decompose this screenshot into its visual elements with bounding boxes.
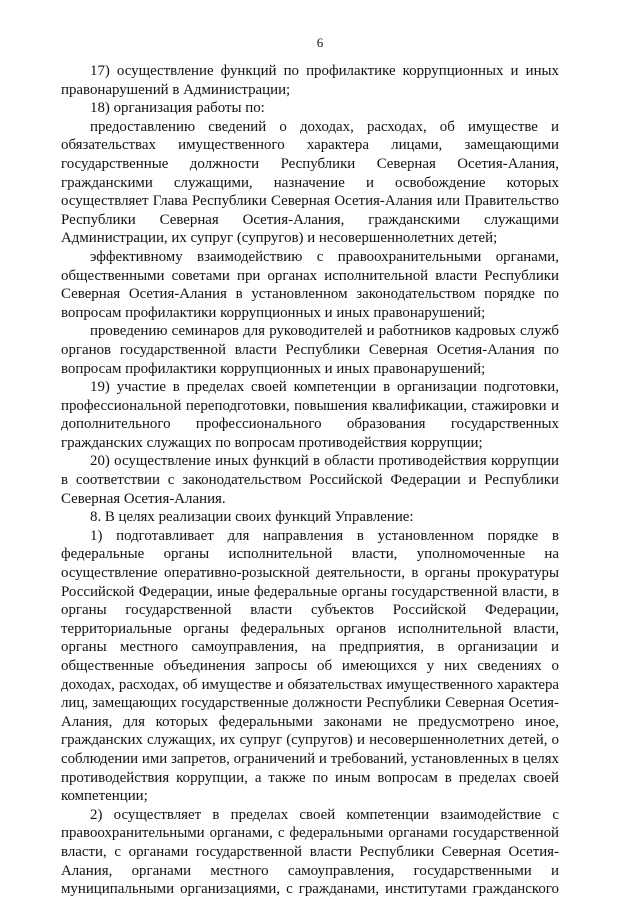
text-line: общественные объединения запросы об имеющихся у них сведениях о [61, 658, 559, 674]
text-line: дополнительного профессионального образования государственных [61, 416, 559, 433]
text-line: 19) участие в пределах своей компетенции в организации подготовки, [90, 379, 559, 396]
text-line: осуществление оперативно-розыскной деятельности, в органы прокуратуры [61, 565, 559, 582]
text-line: территориальные органы федеральных органов исполнительной власти, [61, 620, 559, 637]
text-line: лиц, замещающих государственные должности Республики Северная Осетия- [61, 695, 559, 712]
text-line: противодействия коррупции, а также по иным вопросам в пределах своей [61, 769, 559, 786]
text-line: 18) организация работы по: [90, 100, 265, 117]
text-line: органы местного самоуправления, на предприятия, в организации и [61, 639, 559, 656]
text-line: гражданскими служащими, назначение и освобождение которых [61, 174, 559, 191]
text-line: Алания, органами местного самоуправления, государственными и [61, 862, 559, 879]
text-line: Администрации, их супруг (супругов) и несовершеннолетних детей; [61, 230, 498, 247]
text-line: предоставлению сведений о доходах, расходах, об имуществе и [90, 118, 559, 135]
page-number: 6 [316, 35, 324, 50]
text-line: соблюдении ими запретов, ограничений и требований, установленных в целях [61, 750, 559, 767]
text-line: компетенции; [61, 788, 148, 805]
text-line: доходах, расходах, об имуществе и обязательствах имущественного характера [61, 676, 559, 693]
text-line: гражданских служащих по вопросам противодействия коррупции; [61, 434, 483, 451]
text-line: 17) осуществление функций по профилактике коррупционных и иных [90, 63, 559, 79]
text-line: вопросам профилактики коррупционных и иных правонарушений; [61, 304, 486, 321]
text-line: государственные должности Республики Северная Осетия-Алания, [61, 155, 559, 172]
text-line: федеральные органы исполнительной власти, уполномоченные на [61, 546, 559, 563]
text-line: гражданских служащих, их супруг (супругов) и несовершеннолетних детей, о [61, 732, 559, 749]
text-line: в соответствии с законодательством Российской Федерации и Республики [61, 472, 559, 489]
text-line: вопросам профилактики коррупционных и иных правонарушений; [61, 360, 486, 377]
text-line: Северная Осетия-Алания. [61, 490, 226, 507]
text-line: проведению семинаров для руководителей и работников кадровых служб [90, 323, 559, 340]
text-line: 20) осуществление иных функций в области противодействия коррупции [90, 453, 559, 470]
text-line: 8. В целях реализации своих функций Управление: [90, 509, 414, 526]
text-line: Российской Федерации, иные федеральные органы государственной власти, в [61, 583, 559, 600]
document-body [61, 62, 559, 899]
text-line: правоохранительными органами, с федеральными органами государственной [61, 825, 559, 842]
text-line: Северная Осетия-Алания в установленном законодательством порядке по [61, 286, 559, 303]
text-line: эффективному взаимодействию с правоохранительными органами, [90, 248, 559, 265]
text-line: правонарушений в Администрации; [61, 81, 291, 98]
text-line: Республики Северная Осетия-Алания, гражданскими служащими [61, 211, 559, 228]
text-line: власти, с органами государственной власти Республики Северная Осетия- [61, 843, 559, 860]
text-line: Алания, для которых федеральными законами не предусмотрено иное, [61, 713, 559, 730]
text-line: 2) осуществляет в пределах своей компетенции взаимодействие с [90, 806, 559, 823]
text-line: общественными советами при органах исполнительной власти Республики [61, 267, 559, 284]
text-line: муниципальными организациями, с гражданами, институтами гражданского [61, 881, 559, 898]
text-line: профессиональной переподготовки, повышения квалификации, стажировки и [61, 397, 559, 414]
text-line: органы государственной власти субъектов Российской Федерации, [61, 602, 559, 619]
text-line: обязательствах имущественного характера лицами, замещающими [61, 137, 559, 154]
text-line: 1) подготавливает для направления в установленном порядке в [90, 527, 559, 544]
text-line: органов государственной власти Республики Северная Осетия-Алания по [61, 341, 559, 358]
text-line: осуществляет Глава Республики Северная Осетия-Алания или Правительство [61, 193, 559, 210]
